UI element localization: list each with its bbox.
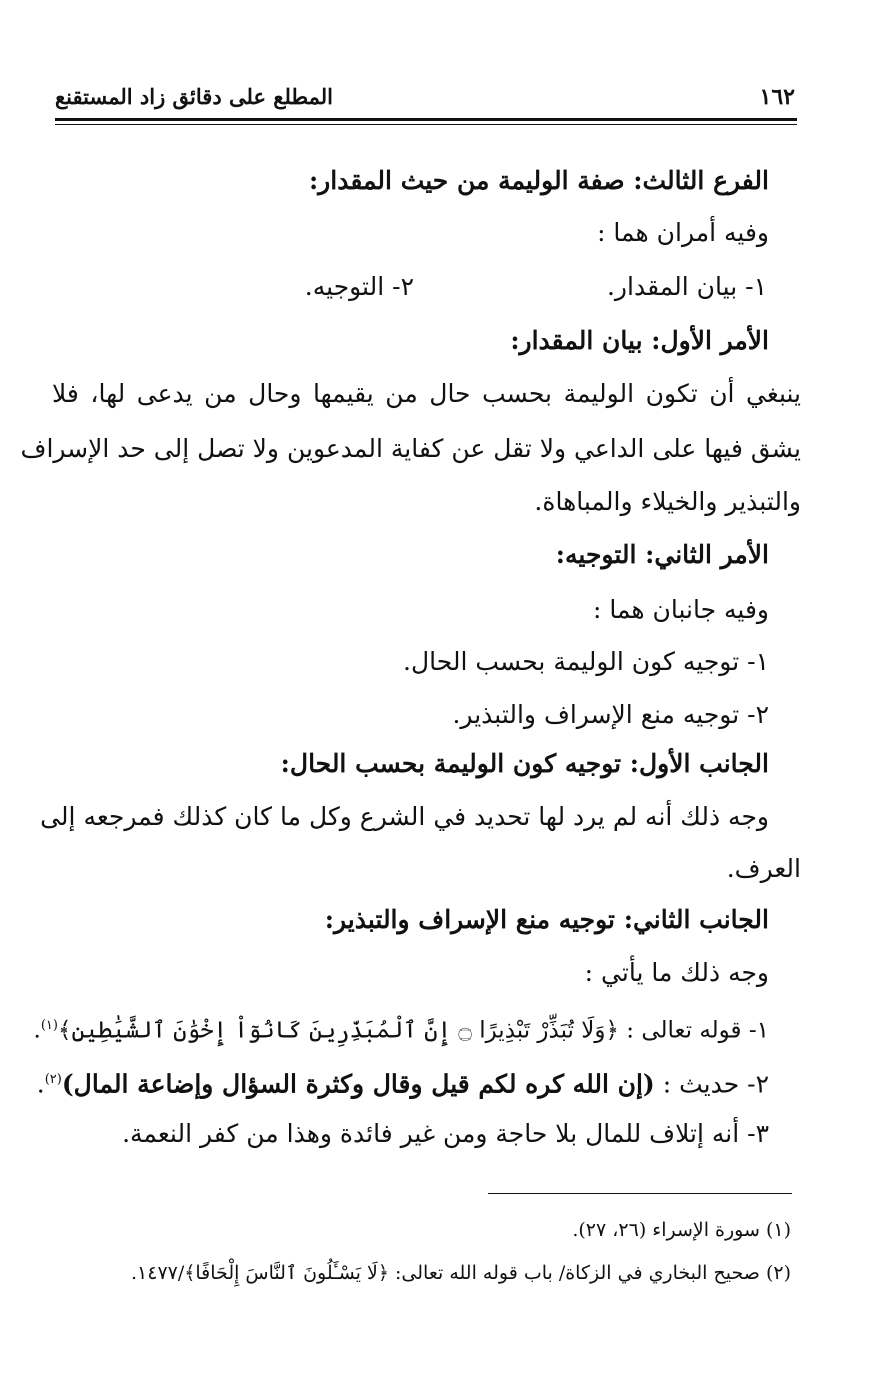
- reason-2-footnote-ref: (٢): [44, 1072, 62, 1087]
- page-number: ١٦٢: [759, 84, 795, 110]
- reason-1: ١- قوله تعالى : ﴿وَلَا تُبَذِّرْ تَبْذِيرًا ۝ إِنَّ ٱلْمُبَذِّرِينَ كَانُوٓاْ إِخْوَٰنَ ٱلشَّيَٰطِينِ﴾$^{(١)}$.: [33, 1017, 769, 1044]
- paragraph-1-line-3: والتبذير والخيلاء والمباهاة.: [534, 487, 801, 516]
- paragraph-1-line-2: يشق فيها على الداعي ولا تقل عن كفاية المدعوين ولا تصل إلى حد الإسراف: [20, 434, 801, 463]
- paragraph-2-line-1: وجه ذلك أنه لم يرد لها تحديد في الشرع وكل ما كان كذلك فمرجعه إلى: [40, 802, 769, 831]
- intro-two-matters: وفيه أمران هما :: [597, 218, 769, 247]
- reason-1-prefix: ١- قوله تعالى :: [618, 1017, 769, 1044]
- header-rule-thick: [55, 118, 797, 121]
- reason-2-prefix: ٢- حديث :: [654, 1069, 769, 1099]
- paragraph-2-line-2: العرف.: [726, 854, 801, 883]
- branch-heading: الفرع الثالث: صفة الوليمة من حيث المقدار:: [308, 166, 769, 195]
- page-header: [55, 84, 795, 118]
- running-title: المطلع على دقائق زاد المستقنع: [55, 84, 334, 109]
- intro-two-sides: وفيه جانبان هما :: [592, 595, 769, 624]
- point-2: ٢- التوجيه.: [304, 272, 414, 301]
- second-matter-heading: الأمر الثاني: التوجيه:: [555, 540, 769, 569]
- reason-3: ٣- أنه إتلاف للمال بلا حاجة ومن غير فائدة وهذا من كفر النعمة.: [122, 1119, 769, 1148]
- side-1-heading: الجانب الأول: توجيه كون الوليمة بحسب الحال:: [280, 749, 769, 778]
- footnote-separator: [488, 1193, 792, 1194]
- header-rule-thin: [55, 124, 797, 125]
- point-1: ١- بيان المقدار.: [606, 272, 767, 301]
- side-2-item: ٢- توجيه منع الإسراف والتبذير.: [452, 700, 769, 729]
- reason-1-footnote-ref: (١): [40, 1018, 58, 1033]
- footnote-1: (١) سورة الإسراء (٢٦، ٢٧).: [572, 1219, 791, 1241]
- reason-2-hadith-quote: (إن الله كره لكم قيل وقال وكثرة السؤال وإضاعة المال): [61, 1069, 655, 1099]
- reason-1-quran-quote: ﴿وَلَا تُبَذِّرْ تَبْذِيرًا ۝ إِنَّ ٱلْمُبَذِّرِينَ كَانُوٓاْ إِخْوَٰنَ ٱلشَّيَٰطِينِ﴾: [57, 1017, 619, 1044]
- side-2-heading: الجانب الثاني: توجيه منع الإسراف والتبذير:: [324, 905, 769, 934]
- reason-2: ٢- حديث : (إن الله كره لكم قيل وقال وكثرة السؤال وإضاعة المال)$^{(٢)}$.: [36, 1069, 769, 1099]
- intro-reasons: وجه ذلك ما يأتي :: [584, 958, 769, 987]
- paragraph-1-line-1: ينبغي أن تكون الوليمة بحسب حال من يقيمها وحال من يدعى لها، فلا: [52, 379, 801, 408]
- first-matter-heading: الأمر الأول: بيان المقدار:: [510, 326, 769, 355]
- side-1-item: ١- توجيه كون الوليمة بحسب الحال.: [403, 647, 769, 676]
- footnote-2: (٢) صحيح البخاري في الزكاة/ باب قوله الله تعالى: ﴿لَا يَسْـَٔلُونَ ٱلنَّاسَ إِلْحَافًا﴾/١٤٧٧.: [130, 1262, 791, 1284]
